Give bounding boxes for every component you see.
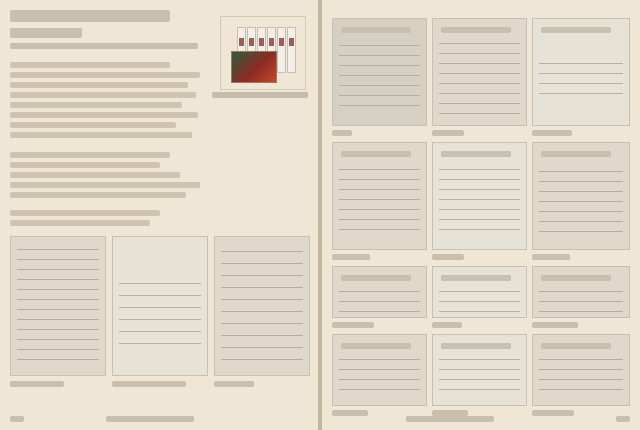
translation-tile xyxy=(532,142,630,250)
tile-caption xyxy=(532,254,570,260)
book-spine xyxy=(287,27,296,73)
article-body-line xyxy=(10,102,182,108)
tile-title xyxy=(441,151,511,157)
sample-notes xyxy=(10,210,310,230)
article-author xyxy=(10,28,82,38)
article-body-line xyxy=(10,62,170,68)
right-page xyxy=(322,0,640,430)
tile-caption xyxy=(532,322,578,328)
left-page xyxy=(0,0,318,430)
right-footer xyxy=(406,416,494,422)
article-body-line xyxy=(10,172,180,178)
translation-tile xyxy=(332,18,427,126)
article-body-line xyxy=(10,82,188,88)
translation-tile xyxy=(532,18,630,126)
tile-title xyxy=(341,27,411,33)
tile-caption xyxy=(332,322,374,328)
sample-page-2-caption xyxy=(112,381,186,387)
translation-tile xyxy=(332,266,427,318)
article-body-line xyxy=(10,112,198,118)
translation-tile xyxy=(432,334,527,406)
tile-caption xyxy=(532,410,574,416)
left-page-number xyxy=(10,416,24,422)
sample-notes-line xyxy=(10,220,150,226)
article-author-affiliation xyxy=(10,43,198,49)
translation-tile xyxy=(532,334,630,406)
tile-title xyxy=(541,275,611,281)
article-body-line xyxy=(10,92,196,98)
tile-caption xyxy=(532,130,572,136)
article-body-line xyxy=(10,122,176,128)
photo-caption xyxy=(212,92,308,98)
translation-tile xyxy=(332,142,427,250)
tile-caption xyxy=(432,130,464,136)
tile-caption xyxy=(432,322,462,328)
translation-tile xyxy=(432,18,527,126)
sample-page-1-caption xyxy=(10,381,64,387)
tile-title xyxy=(341,275,411,281)
article-body-line xyxy=(10,162,160,168)
tile-title xyxy=(541,27,611,33)
article-body-line xyxy=(10,152,170,158)
sample-page-3 xyxy=(214,236,310,376)
translation-tile xyxy=(532,266,630,318)
tile-title xyxy=(341,343,411,349)
sample-page-1 xyxy=(10,236,106,376)
translation-tile xyxy=(432,266,527,318)
tile-caption xyxy=(332,410,368,416)
left-footer xyxy=(106,416,194,422)
tile-title xyxy=(441,27,511,33)
translation-tile xyxy=(432,142,527,250)
tile-caption xyxy=(432,254,464,260)
sample-notes-line xyxy=(10,210,160,216)
tile-title xyxy=(541,343,611,349)
tile-title xyxy=(441,275,511,281)
tile-title xyxy=(341,151,411,157)
tile-title xyxy=(441,343,511,349)
article-body-line xyxy=(10,182,200,188)
book-photo xyxy=(220,16,306,90)
sample-page-3-caption xyxy=(214,381,254,387)
book-cover xyxy=(231,51,277,83)
article-title-block xyxy=(10,10,200,54)
book-spine xyxy=(277,27,286,73)
article-body-line xyxy=(10,132,192,138)
article-title xyxy=(10,10,170,22)
tile-caption xyxy=(332,130,352,136)
article-body-line xyxy=(10,72,200,78)
tile-title xyxy=(541,151,611,157)
translation-tile xyxy=(332,334,427,406)
right-page-number xyxy=(616,416,630,422)
sample-page-2 xyxy=(112,236,208,376)
tile-caption xyxy=(332,254,370,260)
article-body-line xyxy=(10,192,186,198)
